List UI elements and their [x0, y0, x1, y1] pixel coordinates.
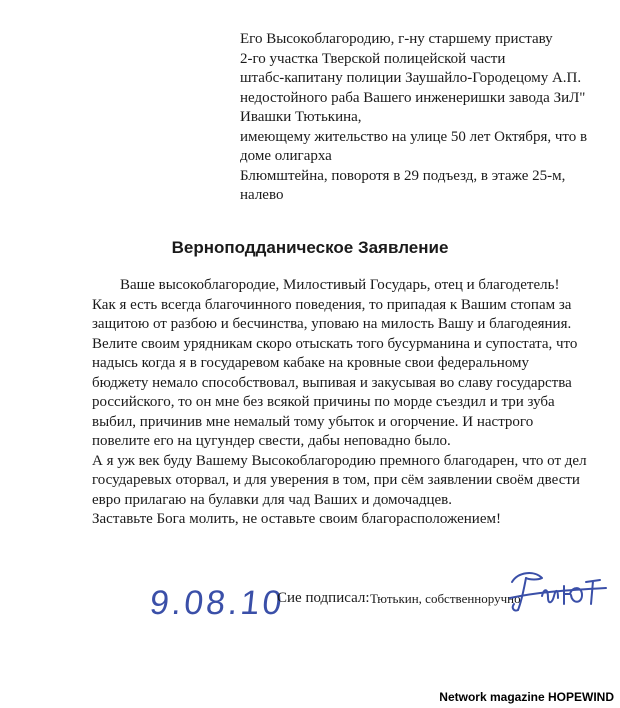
handwritten-date: 9.08.10 [148, 584, 287, 622]
handwritten-signature [508, 568, 608, 616]
body-line: бюджету немало способствовал, выпивая и закусывая во славу государства [92, 374, 572, 391]
body-line: надысь когда я в государевом кабаке на кровные свои федеральному [92, 355, 530, 371]
body-line: Велите своим урядникам скоро отыскать того бусурманина и супостата, что [92, 335, 578, 352]
body-line: выбил, причинив мне немалый тому убыток и огорчение. И настрого [92, 413, 534, 430]
address-line: доме олигарха [240, 148, 332, 164]
body-line: Заставьте Бога молить, не оставьте своим благорасположением! [92, 511, 501, 527]
address-line: налево [240, 187, 284, 203]
body-line: Ваше высокоблагородие, Милостивый Государь, отец и благодетель! [120, 277, 560, 293]
document-body [92, 276, 612, 530]
body-line: государевых оторвал, и для уверения в том, при сём заявлении своём двести [92, 472, 580, 488]
body-line: Как я есть всегда благочинного поведения, то припадая к Вашим стопам за [92, 296, 572, 313]
signed-name: Тютькин, собственноручно [370, 591, 521, 606]
body-line: российского, то он мне без всякой причины по морде съездил и три зуба [92, 394, 555, 410]
body-line: повелите его на цугундер свести, дабы неповадно было. [92, 433, 451, 449]
address-line: 2-го участка Тверской полицейской части [240, 50, 506, 67]
signed-label: Сие подписал: [277, 590, 370, 606]
body-line: А я уж век буду Вашему Высокоблагородию премного благодарен, что от дел [92, 452, 587, 469]
address-line: Блюмштейна, поворотя в 29 подъезд, в этаже 25-м, [240, 167, 566, 184]
document-title: Верноподданическое Заявление [171, 238, 449, 257]
address-line: недостойного раба Вашего инженеришки завода ЗиЛ" [240, 89, 586, 106]
address-line: Его Высокоблагородию, г-ну старшему приставу [240, 31, 553, 47]
watermark: Network magazine HOPEWIND [439, 690, 614, 704]
address-line: имеющему жительство на улице 50 лет Октября, что в [240, 128, 588, 145]
address-line: Ивашки Тютькина, [240, 109, 362, 125]
body-line: защитою от разбою и бесчинства, уповаю на милость Вашу и благодеяния. [92, 316, 572, 332]
body-line: евро прилагаю на булавки для чад Ваших и домочадцев. [92, 491, 452, 508]
address-line: штабс-капитану полиции Заушайло-Городецому А.П. [240, 70, 582, 86]
addressee-block [240, 30, 610, 206]
